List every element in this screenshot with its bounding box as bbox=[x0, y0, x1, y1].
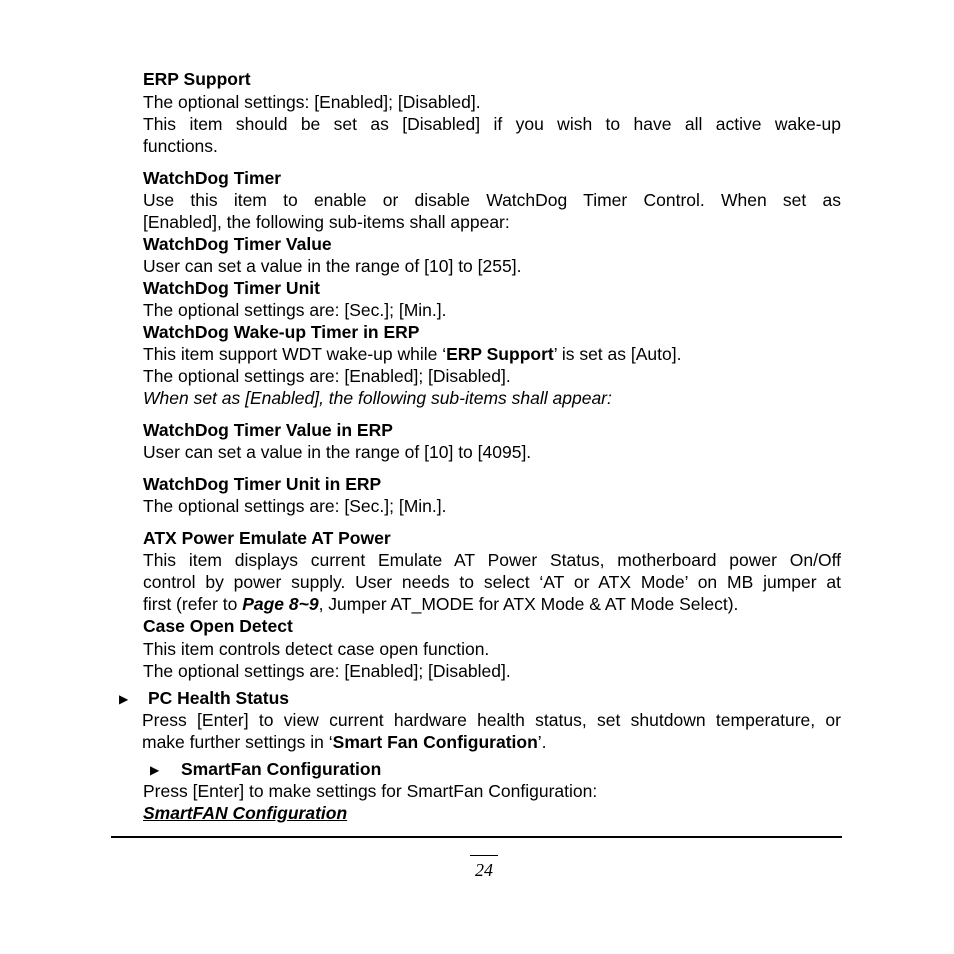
atx-description-cont: control by power supply. User needs to select ‘AT or ATX Mode’ on MB jumper at bbox=[143, 572, 841, 592]
smartfan-description: Press [Enter] to make settings for SmartFan Configuration: bbox=[143, 781, 598, 801]
atx-description-end bbox=[143, 593, 841, 615]
watchdog-wakeup-text bbox=[143, 343, 841, 365]
heading-watchdog-timer: WatchDog Timer bbox=[143, 168, 282, 188]
smartfan-config-link[interactable]: SmartFAN Configuration bbox=[143, 803, 348, 823]
heading-erp-support: ERP Support bbox=[143, 69, 251, 89]
text-run: , Jumper AT_MODE for ATX Mode & AT Mode Select). bbox=[318, 594, 739, 614]
erp-description: This item should be set as [Disabled] if you wish to have all active wake-up bbox=[143, 114, 841, 134]
smart-fan-config-ref: Smart Fan Configuration bbox=[332, 732, 538, 752]
triangle-right-icon: ▶ bbox=[119, 692, 129, 706]
text-run: This item support WDT wake-up while ‘ bbox=[143, 344, 447, 364]
watchdog-wakeup-options: The optional settings are: [Enabled]; [Disabled]. bbox=[143, 366, 511, 386]
text-run: first (refer to bbox=[143, 594, 243, 614]
watchdog-timer-unit-text: The optional settings are: [Sec.]; [Min.]. bbox=[143, 300, 447, 320]
text-run: ’ is set as [Auto]. bbox=[553, 344, 682, 364]
heading-atx-power-emulate: ATX Power Emulate AT Power bbox=[143, 528, 391, 548]
watchdog-timer-value-erp-text: User can set a value in the range of [10] to [4095]. bbox=[143, 442, 532, 462]
text-run: make further settings in ‘ bbox=[142, 732, 333, 752]
erp-options: The optional settings: [Enabled]; [Disabled]. bbox=[143, 92, 481, 112]
watchdog-timer-unit-erp-text: The optional settings are: [Sec.]; [Min.]. bbox=[143, 496, 447, 516]
watchdog-description: Use this item to enable or disable WatchDog Timer Control. When set as bbox=[143, 190, 841, 210]
page-reference: Page 8~9 bbox=[242, 594, 319, 614]
page-number: 24 bbox=[470, 855, 498, 881]
erp-description-cont: functions. bbox=[143, 136, 218, 156]
heading-case-open-detect: Case Open Detect bbox=[143, 616, 293, 636]
heading-watchdog-timer-unit: WatchDog Timer Unit bbox=[143, 278, 320, 298]
watchdog-timer-value-text: User can set a value in the range of [10] to [255]. bbox=[143, 256, 522, 276]
heading-pc-health-status: PC Health Status bbox=[148, 688, 289, 708]
watchdog-wakeup-note: When set as [Enabled], the following sub-items shall appear: bbox=[143, 388, 612, 408]
heading-watchdog-wakeup-erp: WatchDog Wake-up Timer in ERP bbox=[143, 322, 420, 342]
triangle-right-icon: ▶ bbox=[150, 763, 160, 777]
watchdog-description-cont: [Enabled], the following sub-items shall appear: bbox=[143, 212, 510, 232]
erp-support-ref: ERP Support bbox=[446, 344, 554, 364]
heading-watchdog-timer-value-erp: WatchDog Timer Value in ERP bbox=[143, 420, 393, 440]
heading-watchdog-timer-unit-erp: WatchDog Timer Unit in ERP bbox=[143, 474, 382, 494]
pc-health-description: Press [Enter] to view current hardware health status, set shutdown temperature, or bbox=[142, 710, 841, 730]
atx-description: This item displays current Emulate AT Power Status, motherboard power On/Off bbox=[143, 550, 841, 570]
footer-divider bbox=[111, 836, 842, 838]
heading-watchdog-timer-value: WatchDog Timer Value bbox=[143, 234, 332, 254]
case-open-options: The optional settings are: [Enabled]; [Disabled]. bbox=[143, 661, 511, 681]
heading-smartfan-configuration: SmartFan Configuration bbox=[181, 759, 382, 779]
text-run: ’. bbox=[537, 732, 547, 752]
pc-health-description-cont bbox=[142, 731, 840, 753]
case-open-description: This item controls detect case open function. bbox=[143, 639, 490, 659]
